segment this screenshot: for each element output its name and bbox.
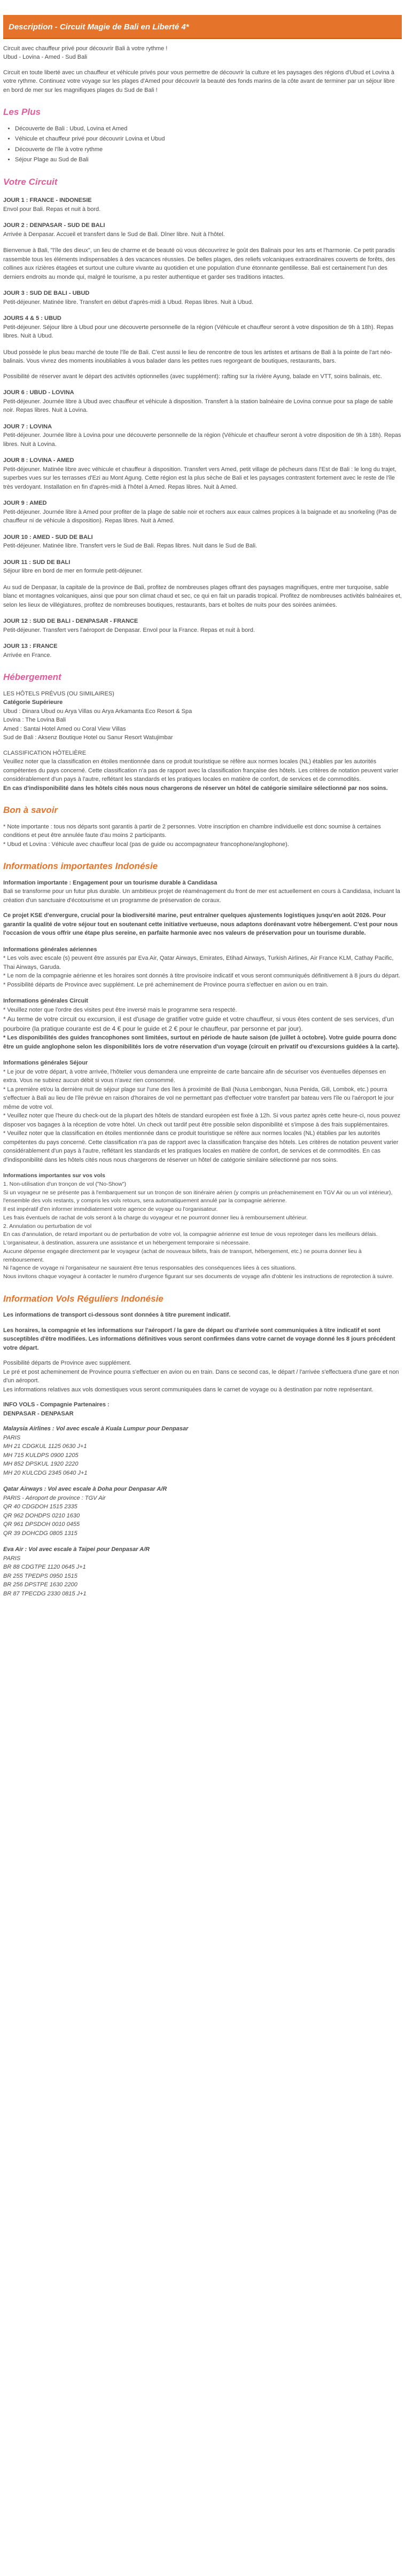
info-text: En cas d'annulation, de retard important ou de perturbation de votre vol, la compagnie aérienne est tenue de vous reproteger dans les meilleurs délais. <box>3 1231 378 1238</box>
day-text: Envol pour Bali. Repas et nuit à bord. <box>3 206 101 213</box>
day-text: Petit-déjeuner. Journée libre à Amed pour profiter de la plage de sable noir et rochers aux eaux calmes propices à la baignade et au snorkeling (Pas de chauffeur ni de véhicule à disposition). Repas libres. Nuit à Amed. <box>3 508 397 524</box>
flight-line: BR 256 DPSTPE 1630 2200 <box>3 1581 77 1588</box>
flight-line: MH 852 DPSKUL 1920 2220 <box>3 1461 79 1468</box>
hotel-line: Amed : Santai Hotel Amed ou Coral View Villas <box>3 725 126 732</box>
vols-note: Les informations de transport ci-dessous sont données à titre purement indicatif. <box>3 1312 231 1319</box>
day-title: JOUR 10 : AMED - SUD DE BALI <box>3 534 93 541</box>
partners-route: DENPASAR - DENPASAR <box>3 1410 74 1417</box>
info-text: Bali se transforme pour un futur plus durable. Un ambitieux projet de réaménagement du front de mer est actuellement en cours à Candidasa, incluant la création d'un sanctuaire d'écotourisme et un programme de préservation de coraux. <box>3 888 400 904</box>
airline-name: Qatar Airways : Vol avec escale à Doha pour Denpasar A/R <box>3 1486 167 1493</box>
flight-line: MH 20 KULCDG 2345 0640 J+1 <box>3 1469 88 1476</box>
flight-line: QR 40 CDGDOH 1515 2335 <box>3 1504 77 1510</box>
info-text: * Possibilité départs de Province avec supplément. Le pré acheminement de Province pourra s'effectuer en avion ou en train. <box>3 981 329 988</box>
info-text: Aucune dépense engagée directement par le voyageur (achat de nouveaux billets, frais de transport, hébergement, etc.) ne pourra donner lieu à remboursement. <box>3 1248 362 1263</box>
info-text: Ni l'agence de voyage ni l'organisateur ne sauraient être tenus responsables des conséquences liées à ces situations. <box>3 1265 297 1272</box>
classification-note: En cas d'indisponibilité dans les hôtels cités nous nous chargerons de réserver un hôtel de catégorie similaire sélectionné par nos soins. <box>3 785 388 792</box>
info-section <box>3 879 402 938</box>
info-title: Informations générales Circuit <box>3 998 88 1004</box>
hotel-list <box>3 690 402 742</box>
day-description: Au sud de Denpasar, la capitale de la province de Bali, profitez de nombreuses plages offrant des paysages magnifiques, entre mer turquoise, sable blanc et montagnes volcaniques, ainsi que pour son climat chaud et sec, ce qui en fait un paradis tropical. Profitez de nombreuses activités balnéaires et, selon les lieux de villégiatures, profitez de nombreuses boutiques, restaurants, bars et boîtes de nuits pour des soirées animées. <box>3 584 402 608</box>
info-text: Ce projet KSE d'envergure, crucial pour la biodiversité marine, peut entraîner quelques ajustements logistiques jusqu'en août 2026. Pour garantir la qualité de votre séjour tout en soutenant cette initiative vertueuse, nous adaptons dorénavant votre hébergement. C'est pour nous l'occasion de vous offrir une étape plus sereine, en parfaite harmonie avec nos valeurs de préservation pour un tourisme durable. <box>3 912 398 936</box>
flight-line: BR 88 CDGTPE 1120 0645 J+1 <box>3 1564 86 1571</box>
info-text: * La première et/ou la dernière nuit de séjour plage sur l'une des îles à proximité de Bali (Nusa Lembongan, Nusa Penida, Gili, Lombok, etc.) pourra s'effectuer à Bali au lieu de l'île prévue en raison d'horaires de vol ne permettant pas d'effectuer votre transfert par bateau vers l'île ou l'aéroport le jour même de votre vol. <box>3 1086 394 1110</box>
day-text: Séjour libre en bord de mer en formule petit-déjeuner. <box>3 568 143 574</box>
day-title: JOUR 12 : SUD DE BALI - DENPASAR - FRANCE <box>3 618 138 624</box>
flight-line: BR 87 TPECDG 2330 0815 J+1 <box>3 1590 87 1597</box>
flight-line: PARIS - Aéroport de province : TGV Air <box>3 1494 106 1501</box>
plus-heading: Les Plus <box>3 107 41 117</box>
flight-line: MH 21 CDGKUL 1125 0630 J+1 <box>3 1443 87 1450</box>
page-title: Description - Circuit Magie de Bali en Liberté 4* <box>3 15 402 39</box>
intro-paragraph: Circuit en toute liberté avec un chauffeur et véhicule privés pour vous permettre de découvrir la culture et les paysages des régions d'Ubud et Lovina à votre rythme. Continuez votre voyage sur les plages d'Amed pour découvrir la beauté des fonds marins de la côte avant de terminer par un séjour libre en bord de mer sur les magnifiques plages du Sud de Bali ! <box>3 69 395 93</box>
note-line: * Note importante : tous nos départs sont garantis à partir de 2 personnes. Votre inscription en chambre individuelle est donc soumise à certaines conditions et peut être annulée faute d'au moins 2 participants. <box>3 823 381 839</box>
info-text: * Les disponibilités des guides francophones sont limitées, surtout en période de haute saison (de juillet à octobre). Votre guide pourra donc être un guide anglophone selon les disponibilités lors de votre réservation d'un voyage (circuit en privatif ou d'excursions guidées à la carte). <box>3 1035 400 1050</box>
footer-space <box>3 1606 402 1627</box>
day-title: JOUR 7 : LOVINA <box>3 423 52 430</box>
airline-block <box>3 1424 402 1477</box>
info-section <box>3 1172 402 1281</box>
info-text: * Veuillez noter que l'heure du check-out de la plupart des hôtels de standard européen est fixée à 12h. Si vous partez après cette heure-ci, nous pouvez disposer vos bagages à la réception de votre hôtel. Un check out tardif peut être possible selon disponibilité et s'impose à des frais supplémentaires. <box>3 1113 401 1128</box>
info-text: * Veuillez noter que la classification en étoiles mentionnée dans ce produit touristique se réfère aux normes locales (NL) établies par les autorités compétentes du pays concerné. Cette classification n'a pas de rapport avec la classification française des hôtels. Les critères de notation peuvent varier considérablement d'un pays à l'autre, reflétant les standards et les pratiques locales en matière de confort, de services et de commodités. En cas d'indisponibilité dans les hôtels cités nous nous chargerons de réserver un hôtel de catégorie similaire sélectionné par nos soins. <box>3 1130 399 1163</box>
day-block <box>3 499 402 526</box>
info-section <box>3 945 402 990</box>
day-description: Possibilité de réserver avant le départ des activités optionnelles (avec supplément): rafting sur la rivière Ayung, balade en VTT, soins balinais, etc. <box>3 373 383 380</box>
airline-block <box>3 1485 402 1538</box>
day-text: Petit-déjeuner. Séjour libre à Ubud pour une découverte personnelle de la région (Véhicule et chauffeur seront à votre disposition de 9h à 18h). Repas libres. Nuit à Ubud. <box>3 324 394 339</box>
info-text: * Veuillez noter que l'ordre des visites peut être inversé mais le programme sera respecté. <box>3 1006 237 1013</box>
day-description: Ubud possède le plus beau marché de toute l'île de Bali. C'est aussi le lieu de rencontre de tous les artistes et artisans de Bali à la pointe de l'art néo-balinais. Vous vivrez des moments inoubliables à vous balader dans les petites rues regorgeant de boutiques, restaurants, bars. <box>3 349 392 364</box>
vols-note: Les horaires, la compagnie et les informations sur l'aéroport / la gare de départ ou d'arrivée sont communiquées à titre indicatif et sont susceptibles d'être modifiées. Les informations définitives vous seront confirmées dans votre carnet de voyage donné les 8 jours précédent votre départ. <box>3 1327 395 1351</box>
intro-line-2: Ubud - Lovina - Amed - Sud Bali <box>3 54 88 60</box>
day-description: Bienvenue à Bali, "l'île des dieux", un lieu de charme et de beauté où vous découvrirez le goût des Balinais pour les arts et l'harmonie. Ce petit paradis rassemble tous les éléments indispensables à des vacances réussies. De belles plages, des reliefs volcaniques extraordinaires couverts de forêts, des collines aux rizières étagées et surtout une culture vivante au quotidien et une population d'une étonnante gentillesse. Bali est certainement l'un des derniers endroits au monde qui, malgré le tourisme, a pu rester authentique et garder ses traditions intactes. <box>3 247 395 280</box>
hotel-line: Ubud : Dinara Ubud ou Arya Villas ou Arya Arkamanta Eco Resort & Spa <box>3 708 192 715</box>
day-block <box>3 617 402 635</box>
flight-line: QR 962 DOHDPS 0210 1630 <box>3 1512 80 1519</box>
hebergement-heading: Hébergement <box>3 672 61 682</box>
info-text: Les frais éventuels de rachat de vols seront à la charge du voyageur et ne pourront donner lieu à remboursement ultérieur. <box>3 1214 308 1221</box>
day-text: Petit-déjeuner. Transfert vers l'aéroport de Denpasar. Envol pour la France. Repas et nuit à bord. <box>3 627 255 633</box>
day-title: JOUR 11 : SUD DE BALI <box>3 559 71 566</box>
flight-line: QR 961 DPSDOH 0010 0455 <box>3 1521 80 1528</box>
classification-title: CLASSIFICATION HÔTELIÈRE <box>3 749 87 756</box>
intro-line-1: Circuit avec chauffeur privé pour découvrir Bali à votre rythme ! <box>3 45 168 52</box>
partners-title: INFO VOLS - Compagnie Partenaires : <box>3 1401 110 1408</box>
info-text: * Les vols avec escale (s) peuvent être assurés par Eva Air, Qatar Airways, Emirates, Etihad Airways, Turkish Airlines, Air France KLM, Cathay Pacific, Thai Airways, Garuda. <box>3 955 394 970</box>
hotel-line: Sud de Bali : Aksenz Boutique Hotel ou Sanur Resort Watujimbar <box>3 734 173 741</box>
info-text: Si un voyageur ne se présente pas à l'embarquement sur un tronçon de son itinéraire aérien (y compris un préacheminement en TGV Air ou un vol intérieur), l'ensemble des vols restants, y compris les vols retours, sera automatiquement annulé par la compagnie aérienne. <box>3 1189 393 1204</box>
vols-text: Le pré et post acheminement de Province pourra s'effectuer en avion ou en train. Dans ce second cas, le départ / l'arrivée s'effectuera d'une gare et non d'un aéroport. <box>3 1368 399 1384</box>
day-title: JOUR 6 : UBUD - LOVINA <box>3 389 74 396</box>
day-title: JOUR 9 : AMED <box>3 500 47 506</box>
flight-line: PARIS <box>3 1555 21 1562</box>
day-block <box>3 422 402 449</box>
info-text: * Le nom de la compagnie aérienne et les horaires sont donnés à titre provisoire indicatif et vous seront communiqués définitivement à 8 jours du départ. <box>3 973 400 979</box>
day-text: Arrivée en France. <box>3 652 52 659</box>
infos-heading: Informations importantes Indonésie <box>3 861 158 871</box>
info-text: 2. Annulation ou perturbation de vol <box>3 1223 92 1230</box>
list-item: • Découverte de l'île à votre rythme <box>15 145 402 154</box>
day-block <box>3 289 402 307</box>
vols-text: Les informations relatives aux vols domestiques vous seront communiquées dans le carnet de voyage ou à destination par notre représentant. <box>3 1386 373 1393</box>
day-text: Petit-déjeuner. Matinée libre avec véhicule et chauffeur à disposition. Transfert vers Amed, petit village de pêcheurs dans l'Est de Bali : le long du trajet, superbes vues sur les terrasses d'Ezi au Mont Agung. Cette région est la plus sèche de Bali et les paysages contrastent fortement avec le reste de l'île très verdoyant. Installation en fin d'après-midi à l'hôtel à Amed. Repas libres. Nuit à Amed. <box>3 466 396 490</box>
day-title: JOUR 1 : FRANCE - INDONESIE <box>3 197 92 203</box>
day-title: JOUR 3 : SUD DE BALI - UBUD <box>3 290 90 296</box>
classification-text: Veuillez noter que la classification en étoiles mentionnée dans ce produit touristique se réfère aux normes locales (NL) établies par les autorités compétentes du pays concerné. Cette classification n'a pas de rapport avec la classification française des hôtels. Les critères de notation peuvent varier considérablement d'un pays à l'autre, reflétant les standards et les pratiques locales en matière de confort, de services et de commodités. <box>3 758 399 782</box>
flight-line: QR 39 DOHCDG 0805 1315 <box>3 1530 77 1537</box>
list-item: • Véhicule et chauffeur privé pour découvrir Lovina et Ubud <box>15 135 402 144</box>
hotel-category: Catégorie Supérieure <box>3 699 63 706</box>
info-title: Informations générales Séjour <box>3 1060 88 1066</box>
hotel-line: Lovina : The Lovina Bali <box>3 717 66 723</box>
info-section <box>3 1059 402 1164</box>
vols-text: Possibilité départs de Province avec supplément. <box>3 1360 131 1367</box>
day-text: Petit-déjeuner. Journée libre à Lovina pour une découverte personnelle de la région (Véhicule et chauffeur seront à votre disposition de 9h à 18h). Repas libres. Nuit à Lovina. <box>3 432 401 448</box>
info-text: * Au terme de votre circuit ou excursion, il est d'usage de gratifier votre guide et votre chauffeur, si vous êtes content de ses services, d'un pourboire (la pratique courante est de 4 € pour le guide et 2 € pour le chauffeur, par personne et par jour). <box>3 1015 394 1032</box>
day-text: Petit-déjeuner. Journée libre à Ubud avec chauffeur et véhicule à disposition. Transfert à la station balnéaire de Lovina connue pour sa plage de sable noir. Repas libres. Nuit à Lovina. <box>3 398 393 413</box>
info-text: Nous invitons chaque voyageur à contacter le numéro d'urgence figurant sur ses documents de voyage afin d'obtenir les instructions de reprotection à suivre. <box>3 1273 394 1280</box>
circuit-heading: Votre Circuit <box>3 176 58 187</box>
day-block <box>3 314 402 341</box>
list-item: • Découverte de Bali : Ubud, Lovina et Amed <box>15 124 402 134</box>
info-title: Information importante : Engagement pour un tourisme durable à Candidasa <box>3 879 217 886</box>
bon-a-savoir-block <box>3 823 402 849</box>
day-text: Petit-déjeuner. Matinée libre. Transfert vers le Sud de Bali. Repas libres. Nuit dans le Sud de Bali. <box>3 543 258 549</box>
day-block <box>3 388 402 415</box>
hotel-line: LES HÔTELS PRÉVUS (OU SIMILAIRES) <box>3 690 114 697</box>
info-section <box>3 997 402 1051</box>
day-block <box>3 196 402 214</box>
day-title: JOUR 2 : DENPASAR - SUD DE BALI <box>3 222 105 229</box>
info-title: Informations générales aériennes <box>3 946 97 953</box>
info-text: 1. Non-utilisation d'un tronçon de vol ("No-Show") <box>3 1180 127 1187</box>
info-title: Informations importantes sur vos vols <box>3 1172 105 1179</box>
day-title: JOURS 4 & 5 : UBUD <box>3 315 61 322</box>
info-text: * Le jour de votre départ, à votre arrivée, l'hôtelier vous demandera une empreinte de carte bancaire afin de sécuriser vos éventuelles dépenses en extra. Vous ne subirez aucun débit si vous n'avez rien consommé. <box>3 1068 386 1084</box>
airline-name: Eva Air : Vol avec escale à Taipei pour Denpasar A/R <box>3 1546 150 1553</box>
day-text: Petit-déjeuner. Matinée libre. Transfert en début d'après-midi à Ubud. Repas libres. Nuit à Ubud. <box>3 299 254 306</box>
airline-name: Malaysia Airlines : Vol avec escale à Kuala Lumpur pour Denpasar <box>3 1426 189 1432</box>
day-text: Arrivée à Denpasar. Accueil et transfert dans le Sud de Bali. Dîner libre. Nuit à l'hôtel. <box>3 231 225 238</box>
vols-heading: Information Vols Réguliers Indonésie <box>3 1293 163 1304</box>
info-text: L'organisateur, à destination, assurera une assistance et un hébergement temporaire si nécessaire. <box>3 1240 250 1246</box>
info-text: Il est impératif d'en informer immédiatement votre agence de voyage ou l'organisateur. <box>3 1206 218 1212</box>
page <box>0 15 405 1627</box>
classification-block <box>3 749 402 793</box>
plus-list <box>3 124 402 165</box>
day-title: JOUR 13 : FRANCE <box>3 643 58 649</box>
day-block <box>3 221 402 239</box>
airline-block <box>3 1545 402 1598</box>
day-block <box>3 642 402 660</box>
day-title: JOUR 8 : LOVINA - AMED <box>3 457 74 464</box>
flight-line: BR 255 TPEDPS 0950 1515 <box>3 1572 77 1579</box>
list-item: • Séjour Plage au Sud de Bali <box>15 155 402 165</box>
flight-line: PARIS <box>3 1434 21 1441</box>
intro-lead <box>3 44 402 62</box>
day-block <box>3 558 402 576</box>
day-block <box>3 533 402 551</box>
flight-line: MH 715 KULDPS 0900 1205 <box>3 1452 79 1459</box>
bon-a-savoir-heading: Bon à savoir <box>3 805 58 815</box>
note-line: * Ubud et Lovina : Véhicule avec chauffeur local (pas de guide ou accompagnateur francophone/anglophone). <box>3 841 289 848</box>
day-block <box>3 456 402 491</box>
